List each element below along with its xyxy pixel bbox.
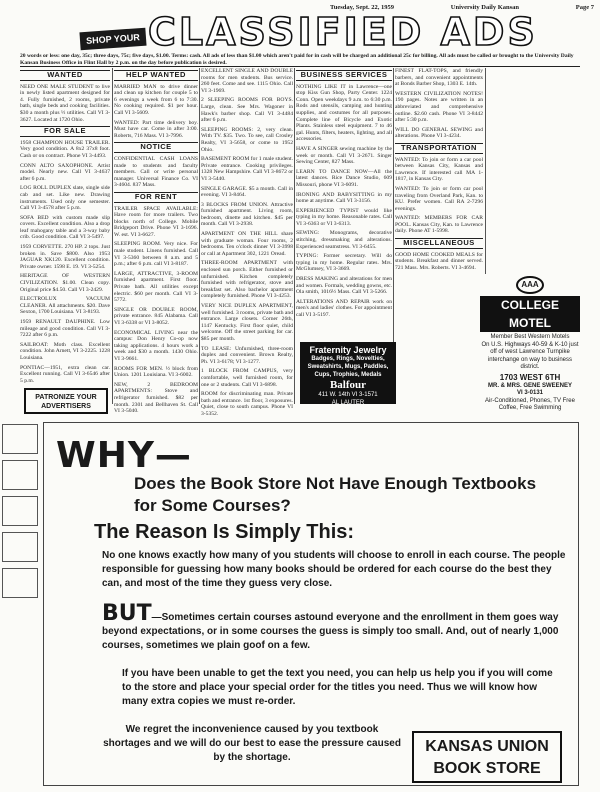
reason-heading: The Reason Is Simply This:	[94, 521, 355, 543]
divider	[20, 66, 580, 67]
aaa-logo-icon: AAA	[516, 276, 544, 294]
classified-ad: LARGE, ATTRACTIVE, 3-ROOM furnished apartment. First floor. Private bath. All utilities except electric. $60 per month. Call VI 3-5772.	[114, 270, 198, 304]
motel-owners: MR. & MRS. GENE SWEENEY	[487, 382, 572, 389]
section-heading: TRANSPORTATION	[395, 143, 483, 154]
motel-member: Member Best Western Motels	[490, 334, 570, 340]
classified-ad: PONTIAC—1951, extra clean car. Excellent running. Call VI 3-6546 after 5 p.m.	[20, 364, 110, 384]
section-heading: WANTED	[20, 70, 110, 81]
column-divider	[199, 68, 200, 404]
classified-ad: SOFA BED with custom made slip covers. Excellent condition. Also a drop leaf mahogany table and a 3-way baby crib. Good condition. Call VI 3-5497.	[20, 214, 110, 241]
classified-ad: LOG ROLL DUPLEX slate, single side cab and set. Like new. Drawing instruments. Used only one semester. Call VI 3-4578 after 5 p.m.	[20, 185, 110, 212]
section-heading: NOTICE	[114, 142, 198, 153]
why-heading: WHY—	[56, 435, 192, 476]
classified-ad: SAILBOAT: Moth class. Excellent condition. John Arnett, VI 3-2225. 1228 Louisiana.	[20, 341, 110, 361]
classified-ad: VERY NICE DUPLEX APARTMENT, well furnished. 3 rooms, private bath and entrance. Large closets. Corner 26th, 1147 Kentucky. First floor quiet, child welcome. Off the street parking for car. $85 per month.	[201, 303, 293, 342]
classified-ad: CONN ALTO SAXOPHONE. Artist model. Nearly new. Call VI 3-4637 after 6 p.m.	[20, 162, 110, 182]
classified-masthead	[20, 12, 580, 52]
classified-ad: IRONING AND BABYSITTING in my home at anytime. Call VI 3-3156.	[296, 191, 392, 205]
classified-title: CLASSIFIED ADS	[148, 10, 538, 54]
classified-ad: 1959 CORVETTE. 270 HP. 2 tops. Just broken in. Save $800. Also 1953 JAGUAR XK120. Excellent condition. Private owner. 1598 E. 19. VI 3-5254.	[20, 244, 110, 270]
motel-directions: On U.S. Highways 40-59 & K-10 just off of west Lawrence Turnpike interchange on way to business district.	[481, 341, 579, 370]
column-divider	[112, 68, 113, 404]
classified-ad: 1 BLOCK FROM CAMPUS, very comfortable, well furnished room, for one or 2 students. Call VI 3-6898.	[201, 368, 293, 388]
column-2	[114, 68, 198, 418]
classified-ad: TRAILER SPACE AVAILABLE: Have room for more trailers. Two blocks north of College. Mobile Bridgeport Drive. Phone VI 3-1696. W. est. VI 3-6627.	[114, 205, 198, 238]
section-heading: FOR RENT	[114, 192, 198, 203]
classified-ad: SINGLE GARAGE. $5 a month. Call in evening. VI 3-8464.	[201, 185, 293, 199]
jewelry-ad	[300, 342, 396, 404]
classified-ad: WANTED: Part time delivery boy. Must have car. Come in after 3:00. Roberts, 716 Mass. VI 3-7996.	[114, 119, 198, 139]
clipped-ad	[2, 568, 38, 598]
classified-ad: NEED ONE MALE STUDENT to live in newly listed apartment designed for 4. Fully furnished, 2 rooms, private bath, single beds and cooking facilities. $30 a month plus ½ utilities. Call VI 3-3627. Located at 1720 Ohio.	[20, 83, 110, 123]
classified-ad: 1958 CHAMPION HOUSE TRAILER. Very good condition. A 8x2 37x8 foot. Cash or on contract. Phone VI 3-4493.	[20, 139, 110, 159]
classified-ad: THREE-ROOM APARTMENT with enclosed sun porch. Either furnished or unfurnished. Kitchen completely furnished with refrigerator, stove and breakfast set. Also bachelor apartment completely furnished. Phone VI 3-4253.	[201, 260, 293, 300]
paragraph-3: If you have been unable to get the text you need, you can help us help you if you will come to the store and place your special order for the titles you need. Thus we will know how many extra copies we must re-order.	[122, 668, 553, 707]
section-heading: BUSINESS SERVICES	[296, 70, 392, 81]
classified-ad: WESTERN CIVILIZATION NOTES! 190 pages. Notes are written in an abbreviated and comprehensive outline. $2.60 cash. Phone VI 3-8442 after 5:30 p.m.	[395, 90, 483, 124]
column-5	[395, 68, 483, 274]
question-heading: Does the Book Store Not Have Enough Textbooks for Some Courses?	[134, 474, 537, 515]
paragraph-2-text: —Sometimes certain courses astound everyone and the enrollment in them goes way beyond expectations, or in some courses the guess is simply too small. And, out of nearly 1,000 courses, sometimes we plain goof on a few.	[102, 612, 559, 651]
motel-name: COLLEGE MOTEL	[480, 296, 580, 332]
rates-notice: 20 words or less: one day, 35c; three days, 75c; five days, $1.00. Terms: cash. All ads of less than $1.00 which aren't paid for in cash will be charged an additional 25c for billing. All ads must be called or brought to the University Daily Kansan Business Office in Flint Hall by 2 p.m. on the day before publication is desired.	[20, 53, 574, 66]
classified-ad: HAVE A SINGER sewing machine by the week or month. Call VI 3-2671. Singer Sewing Center, 827 Mass.	[296, 145, 392, 166]
column-divider	[294, 68, 295, 404]
jewelry-brand: Balfour	[329, 379, 367, 391]
bookstore-ad	[43, 422, 579, 786]
jewelry-items: Badges, Rings, Novelties, Sweatshirts, Mugs, Paddles, Cups, Trophies, Medals	[307, 356, 389, 378]
classified-ad: ROOM for discriminating man. Private bath and entrance. 1st floor, 3 exposures. Quiet, close to south campus. Phone VI 3-5352.	[201, 391, 293, 417]
paragraph-2	[102, 601, 566, 653]
jewelry-title: Fraternity Jewelry	[309, 345, 387, 355]
classified-ad: DRESS MAKING and alterations for men and women. Formals, wedding gowns, etc. Ola smith, 1016½ Mass. Call VI 3-5266.	[296, 276, 392, 296]
classified-ad: NOTHING LIKE IT in Lawrence—one stop Kiss Gun Shop, Party Center. 1224 Conn. Open weekdays 9 a.m. to 6:30 p.m. Rods and utensils, camping and hunting supplies, and costumes for all purposes. Complete line of Bicycle and Exotic Plants. Stainless steel equipment. 7 to 46 gal. Hunts, filters, heaters, lighting, and all accessories.	[296, 83, 392, 143]
clipped-ad	[2, 424, 38, 454]
column-1	[20, 68, 110, 386]
classified-ad: 2 SLEEPING ROOMS FOR BOYS. Large, clean. See Mrs. Wagoner in Hawk's barber shop. Call VI 3-4484 after 6 p.m.	[201, 97, 293, 124]
classified-ad: SINGLE OR DOUBLE ROOM, private entrance. 845 Alabama. Call VI 3-6338 or VI 3-8052.	[114, 306, 198, 326]
patronize-box	[24, 388, 108, 414]
issue-date: Tuesday, Sept. 22, 1959	[330, 4, 395, 11]
patron-line-1: PATRONIZE YOUR	[35, 394, 97, 401]
classified-ad: 1959 RENAULT DAUPHINE. Low mileage and good condition. Call VI 3-7222 after 6 p.m.	[20, 319, 110, 339]
classified-ad: SLEEPING ROOM. Very nice. For male student. Linens furnished. Call VI 3-5360 between 8 a.m. and 5 p.m.; after 6 p.m. call VI 3-8187.	[114, 241, 198, 268]
paragraph-1: No one knows exactly how many of you students will choose to enroll in each course. The people responsible for guessing how many books should be ordered for each course do the best they can, and most of the time they guess very close.	[102, 550, 566, 589]
classified-ad: LEARN TO DANCE NOW—All the latest dances. Rice Dance Studio, 609 Missouri, phone VI 3-6091.	[296, 168, 392, 188]
classified-ad: ROOMS FOR MEN. ½ block from Union. 1201 Louisiana. VI 3-6002.	[114, 365, 198, 379]
regret-text: We regret the inconvenience caused by you textbook shortages and we will do our best to ease the pressure caused by the shortage.	[103, 724, 401, 763]
page-number: Page 7	[575, 4, 594, 11]
classified-ad: EXPERIENCED TYPIST would like typing in my home. Reasonable rates. Call VI 3-6363 or VI 3-6313.	[296, 207, 392, 227]
classified-ad: NEW, 2 BEDROOM APARTMENTS: Stove and refrigerator furnished. $82 per month. 2301 and Bellhaven St. Call VI 3-5040.	[114, 381, 198, 415]
classified-ad: TYPING: Former secretary. Will do typing in my home. Regular rates. Mrs. McGlumsey, VI 3-3669.	[296, 253, 392, 273]
motel-address: 1703 WEST 6TH	[499, 372, 561, 382]
classified-ad: ALTERATIONS AND REPAIR work on men's and ladies' clothes. For appointment call VI 3-5197.	[296, 298, 392, 318]
motel-ad	[480, 276, 580, 411]
classified-ad: 3 BLOCKS FROM UNION. Attractive furnished apartment. Living room, bedroom, dinette and kitchen. $45 per month. Call VI 3-2938.	[201, 201, 293, 228]
but-word: BUT	[102, 601, 152, 626]
classified-ad: BASEMENT ROOM for 1 male student. Private entrance. Cooking privileges. 1328 New Hampshire. Call VI 3-8672 or VI 3-5440.	[201, 156, 293, 182]
column-4	[296, 68, 392, 340]
classified-ad: GOOD HOME COOKED MEALS for students. Breakfast and dinner served. 721 Mass. Mrs. Roberts. VI 3-4694.	[395, 251, 483, 271]
classified-ad: WANTED: To join or form a car pool between Kansas City, Kansas and Lawrence. If interested call MA 1-1817, in Kansas City.	[395, 156, 483, 183]
clipped-ad	[2, 496, 38, 526]
motel-amenities: Air-Conditioned, Phones, TV Free Coffee, Free Swimming	[485, 397, 575, 411]
section-heading: MISCELLANEOUS	[395, 238, 483, 249]
clipped-ad	[2, 460, 38, 490]
shop-your-tag: SHOP YOUR	[79, 28, 146, 51]
classified-ad: HERITAGE OF WESTERN CIVILIZATION. $1.00. Clean copy. Original price $4.50. Call VI 3-2429.	[20, 273, 110, 293]
classified-ad: ELECTROLUX VACUUM CLEANER. All attachments. $20. Dave Sexton, 1700 Louisiana. VI 3-8193.	[20, 296, 110, 316]
classified-ad: EXCELLENT SINGLE AND DOUBLE rooms for men students. Bus service. 260 feet. Come and see. 1115 Ohio. Call VI 3-1969.	[201, 68, 293, 94]
classified-ad: ECONOMICAL LIVING near the campus: Don Henry Co-op now taking applications. 4 hours work a week and $30 a month. 1430 Ohio. VI 3-9661.	[114, 329, 198, 362]
section-heading: HELP WANTED	[114, 70, 198, 81]
column-3	[201, 68, 293, 418]
classified-ad: SLEEPING ROOMS: 2, very clean. With TV. $35. Two. To see, call Crosley Realty, VI 3-5658, or come to 1952 Ohio.	[201, 126, 293, 153]
motel-phone: VI 3-0131	[516, 390, 544, 396]
classified-ad: WILL DO GENERAL SEWING and alterations. Phone VI 3-4234.	[395, 126, 483, 140]
patron-line-2: ADVERTISERS	[41, 403, 91, 410]
jewelry-agent: AL LAUTER	[331, 400, 365, 406]
classified-ad: SEWING: Monograms, decorative stitching, dressmaking and alterations. Experienced seamstress. VI 3-6455.	[296, 230, 392, 250]
kansas-union-box	[412, 731, 562, 783]
union-line-2: BOOK STORE	[433, 760, 541, 777]
classified-ad: CONFIDENTIAL CASH LOANS made to students and faculty members. Call or write personal manager. Universal Finance Co. VI 3-4604. 837 Mass.	[114, 155, 198, 189]
classified-ad: WANTED: MEMBERS FOR CAR POOL. Kansas City, Kan. to Lawrence daily. Phone AT 1-5998.	[395, 215, 483, 235]
classified-ad: WANTED: To join or form car pool traveling from Overland Park, Kan. to KU. Prefer women. Call RA 2-7296 evenings.	[395, 185, 483, 212]
classified-ad: FINEST FLAT-TOPS, and friendly barbers, and convenient appointments at Bonds Barber Shop, 1303 E. 14th.	[395, 68, 483, 88]
left-clipped-ads	[0, 422, 40, 786]
section-heading: FOR SALE	[20, 126, 110, 137]
classified-ad: APARTMENT ON THE HILL share with graduate woman. Four rooms, 2 bedrooms. Ten o'clock dinner VI 3-3998 or call at Apartment 302, 1221 Oread.	[201, 231, 293, 257]
classified-ad: TO LEASE: Unfurnished, three-room duplex and convenient. Brown Realty, Ph. VI 3-6178; VI 3-1277.	[201, 345, 293, 365]
paper-name: University Daily Kansan	[450, 4, 520, 11]
clipped-ad	[2, 532, 38, 562]
column-divider	[485, 68, 486, 274]
jewelry-address: 411 W. 14th VI 3-1571	[318, 392, 378, 398]
classified-ad: MARRIED MAN to drive dinner and clean up kitchen for couple 5 to 6 evenings a week from 6 to 7:30. No cooking required. $1 per hour. Call VI 3-5609.	[114, 83, 198, 116]
union-line-1: KANSAS UNION	[425, 738, 549, 755]
